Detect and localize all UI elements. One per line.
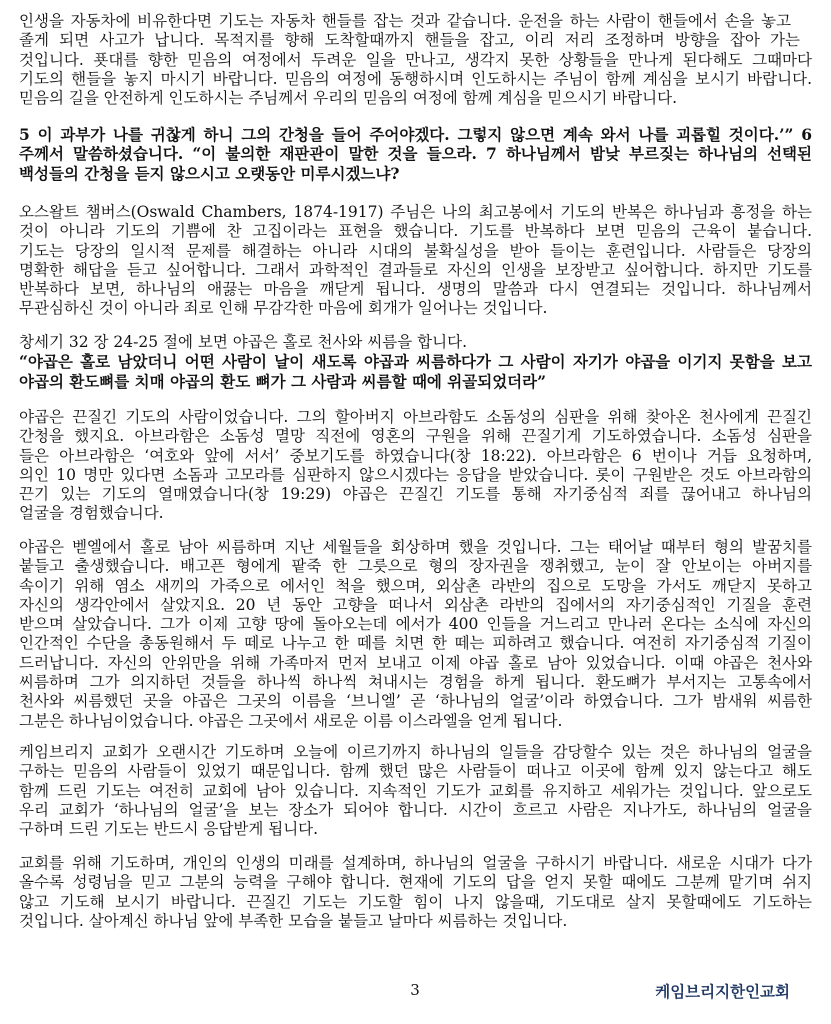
text-line: 믿음의 길을 안전하게 인도하시는 주님께서 우리의 믿음의 여정에 함께 계심을 믿으시기 바랍니다. xyxy=(19,89,678,108)
text-line: 인간적인 수단을 총동원해서 두 떼로 나누고 한 떼를 치면 한 떼는 피하려고 했습니다. 여전히 자기중심적 기질이 xyxy=(19,634,812,653)
text-line: 자신의 생각안에서 살았지요. 20 년 동안 고향을 떠나서 외삼촌 라반의 집에서의 자기중심적인 기질을 훈련 xyxy=(19,595,812,614)
body-paragraph xyxy=(19,12,812,108)
scripture-quote-line: “야곱은 홀로 남았더니 어떤 사람이 날이 새도록 야곱과 씨름하다가 그 사람이 자기가 야곱을 이기지 못함을 보고 xyxy=(19,352,812,372)
body-paragraph xyxy=(19,333,812,391)
text-line: 것입니다. 푯대를 향한 믿음의 여정에서 두려운 일을 만나고, 생각지 못한 상황들을 만나게 된다해도 그때마다 xyxy=(19,50,812,69)
page-number: 3 xyxy=(410,981,420,999)
text-line: 교회를 위해 기도하며, 개인의 인생의 미래를 설계하며, 하나님의 얼굴을 구하시기 바랍니다. 새로운 시대가 다가 xyxy=(19,854,812,872)
scripture-quote-line: 야곱의 환도뼈를 치매 야곱의 환도 뼈가 그 사람과 씨름할 때에 위골되었더라” xyxy=(19,371,547,391)
text-line: 반복하다 보면, 하나님의 애끓는 마음을 깨닫게 됩니다. 생명의 말씀과 다시 연결되는 것입니다. 하나님께서 xyxy=(19,280,812,299)
body-paragraph xyxy=(19,408,812,524)
text-line: 씨름하며 그가 의지하던 것들을 하나씩 하나씩 쳐내시는 경험을 하게 됩니다. 환도뼈가 부서지는 고통속에서 xyxy=(19,673,812,692)
text-line: 졸게 되면 사고가 납니다. 목적지를 향해 도착할때까지 핸들을 잡고, 이리 저리 조정하며 방향을 잡아 가는 xyxy=(19,31,800,50)
text-line: 구하며 드린 기도는 반드시 응답받게 됩니다. xyxy=(19,820,319,839)
text-line: 케임브리지 교회가 오랜시간 기도하며 오늘에 이르기까지 하나님의 일들을 감당할수 있는 것은 하나님의 얼굴을 xyxy=(19,743,812,761)
text-line: 것이 아니라 기도의 기쁨에 찬 고집이라는 표현을 했습니다. 기도를 반복하다 보면 믿음의 근육이 붙습니다. xyxy=(19,222,812,241)
body-paragraph xyxy=(19,538,812,731)
text-line: 드러납니다. 자신의 안위만을 위해 가족마저 먼저 보내고 이제 야곱 홀로 남아 있었습니다. 이때 야곱은 천사와 xyxy=(19,653,812,672)
text-line: 오스왈트 챔버스(Oswald Chambers, 1874-1917) 주님은 나의 최고봉에서 기도의 반복은 하나님과 흥정을 하는 xyxy=(19,203,812,221)
body-paragraph xyxy=(19,743,812,839)
text-line: 기도의 핸들을 놓지 마시기 바랍니다. 믿음의 여정에 동행하시며 인도하시는 주님이 함께 계심을 보시기 바랍니다. xyxy=(19,69,812,88)
scripture-line: 백성들의 간청을 듣지 않으시고 오랫동안 미루시겠느냐? xyxy=(19,163,400,183)
scripture-line: 주께서 말씀하셨습니다. “이 불의한 재판관이 말한 것을 들으라. 7 하나님께서 밤낮 부르짖는 하나님의 선택된 xyxy=(19,144,812,164)
text-line: 야곱은 벧엘에서 홀로 남아 씨름하며 지난 세월들을 회상하며 했을 것입니다. 그는 태어날 때부터 형의 발꿈치를 xyxy=(19,538,812,556)
text-line: 것입니다. 살아계신 하나님 앞에 부족한 모습을 붙들고 날마다 씨름하는 것입니다. xyxy=(19,911,568,930)
scripture-line: 5 이 과부가 나를 귀찮게 하니 그의 간청을 들어 주어야겠다. 그렇지 않으면 계속 와서 나를 괴롭힐 것이다.’” 6 xyxy=(19,125,812,144)
text-line: 받으며 살았습니다. 그가 이제 고향 땅에 돌아오는데 에서가 400 인들을 거느리고 만나러 온다는 소식에 자신의 xyxy=(19,615,812,634)
text-line: 간청을 했지요. 아브라함은 소돔성 멸망 직전에 영혼의 구원을 위해 끈질기게 기도하였습니다. 소돔성 심판을 xyxy=(19,427,812,446)
text-line: 올수록 성령님을 믿고 그분의 능력을 구해야 합니다. 현재에 기도의 답을 얻지 못할 때에도 그분께 맡기며 쉬지 xyxy=(19,873,812,892)
text-line: 속이기 위해 염소 새끼의 가죽으로 에서인 척을 했으며, 외삼촌 라반의 집으로 도망을 가서도 깨닫지 못하고 xyxy=(19,576,812,595)
text-line: 기도는 당장의 일시적 문제를 해결하는 아니라 시대의 불확실성을 받아 들이는 훈련입니다. 사람들은 당장의 xyxy=(19,241,812,260)
text-line: 붙들고 출생했습니다. 배고픈 형에게 팥죽 한 그릇으로 형의 장자권을 쟁취했고, 눈이 잘 안보이는 아버지를 xyxy=(19,557,812,576)
body-paragraph xyxy=(19,203,812,319)
text-line: 구하는 믿음의 사람들이 있었기 때문입니다. 함께 했던 많은 사람들이 떠나고 이곳에 함께 있지 않는다고 해도 xyxy=(19,762,812,781)
text-line: 끈기 있는 기도의 열매였습니다(창 19:29) 야곱은 끈질긴 기도를 통해 자기중심적 죄를 끊어내고 하나님의 xyxy=(19,485,812,504)
text-line: 명확한 해답을 듣고 싶어합니다. 그래서 과학적인 결과들로 자신의 인생을 보장받고 싶어합니다. 하지만 기도를 xyxy=(19,260,812,279)
text-line: 함께 드린 기도는 여전히 교회에 남아 있습니다. 지속적인 기도가 교회를 유지하고 세워가는 것입니다. 앞으로도 xyxy=(19,781,812,800)
text-line: 얼굴을 경험했습니다. xyxy=(19,504,164,523)
church-name: 케임브리지한인교회 xyxy=(655,983,790,1001)
text-line: 무관심하신 것이 아니라 죄로 인해 무감각한 마음에 회개가 일어나는 것입니다. xyxy=(19,299,548,318)
text-line: 창세기 32 장 24-25 절에 보면 야곱은 홀로 천사와 씨름을 합니다. xyxy=(19,333,468,351)
text-line: 의인 10 명만 있다면 소돔과 고모라를 심판하지 않으시겠다는 응답을 받았습니다. 롯이 구원받은 것도 아브라함의 xyxy=(19,465,812,484)
text-line: 인생을 자동차에 비유한다면 기도는 자동차 핸들를 잡는 것과 같습니다. 운전을 하는 사람이 핸들에서 손을 놓고 xyxy=(19,12,791,30)
text-line: 않고 기도해 보시기 바랍니다. 끈질긴 기도는 기도할 힘이 나지 않을때, 기도대로 살지 못할때에도 기도하는 xyxy=(19,892,812,911)
text-line: 천사와 씨름했던 곳을 야곱은 그곳의 이름을 ‘브니엘’ 곧 ‘하나님의 얼굴’이라 하였습니다. 그가 밤새워 씨름한 xyxy=(19,692,812,711)
body-paragraph xyxy=(19,854,812,931)
text-line: 들은 아브라함은 ‘여호와 앞에 서서’ 중보기도를 하였습니다(창 18:22). 아브라함은 6 번이나 거듭 요청하며, xyxy=(19,446,812,465)
text-line: 야곱은 끈질긴 기도의 사람이었습니다. 그의 할아버지 아브라함도 소돔성의 심판을 위해 찾아온 천사에게 끈질긴 xyxy=(19,408,812,426)
text-line: 그분은 하나님이었습니다. 야곱은 그곳에서 새로운 이름 이스라엘을 얻게 됩니다. xyxy=(19,711,563,730)
text-line: 우리 교회가 ‘하나님의 얼굴’을 보는 장소가 되어야 합니다. 시간이 흐르고 사람은 지나가도, 하나님의 얼굴을 xyxy=(19,800,812,819)
scripture-paragraph xyxy=(19,125,812,183)
